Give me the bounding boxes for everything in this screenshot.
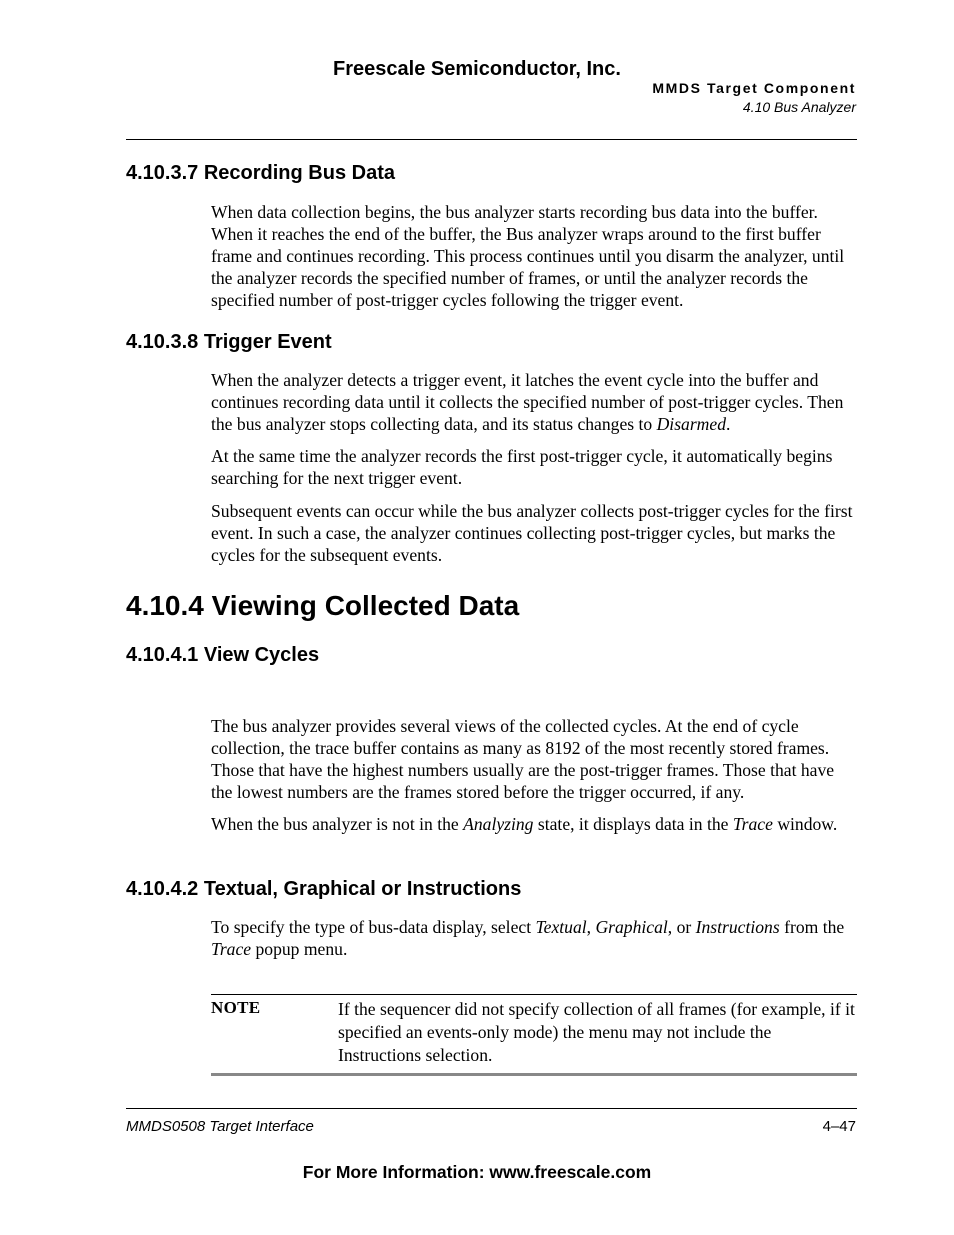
note-text: If the sequencer did not specify collection of all frames (for example, if it specified an events-only mode) the menu may not include the Instructions selection. — [338, 999, 855, 1065]
footer-rule — [126, 1108, 857, 1109]
note-top-rule — [211, 994, 857, 995]
paragraph-trigger-2: At the same time the analyzer records the first post-trigger cycle, it automatically begins searching for the next trigger event. — [211, 446, 833, 488]
paragraph-textual — [211, 916, 857, 960]
text-run: popup menu. — [251, 939, 348, 959]
paragraph-recording: When data collection begins, the bus analyzer starts recording bus data into the buffer. When it reaches the end of the buffer, the Bus analyzer wraps around to the first buffer frame and continues recording. This process continues until you disarm the analyzer, until the analyzer records the specified number of frames, or until the analyzer records the specified number of post-trigger cycles following the trigger event. — [211, 202, 845, 310]
heading-recording-bus-data: 4.10.3.7 Recording Bus Data — [126, 162, 395, 184]
text-run: When the bus analyzer is not in the — [211, 814, 464, 834]
heading-trigger-event: 4.10.3.8 Trigger Event — [126, 331, 332, 353]
text-run: from the — [779, 917, 845, 937]
emphasis-instructions: Instructions — [695, 917, 780, 937]
company-header: Freescale Semiconductor, Inc. — [333, 58, 621, 80]
emphasis-trace: Trace — [732, 814, 773, 834]
text-run: When the analyzer detects a trigger event, it latches the event cycle into the buffer and continues recording data until it collects the specified number of post-trigger cycles. Then the bus analyzer stops collecting data, and its status changes to — [211, 370, 844, 434]
running-header-section: MMDS Target Component — [652, 80, 856, 96]
note-bottom-rule — [211, 1073, 857, 1076]
text-run: . — [726, 414, 731, 434]
header-rule — [126, 139, 857, 140]
emphasis-graphical: Graphical — [595, 917, 668, 937]
paragraph-view-cycles-2 — [211, 813, 857, 835]
running-header-subsection: 4.10 Bus Analyzer — [742, 99, 856, 115]
more-info-footer: For More Information: www.freescale.com — [302, 1162, 652, 1182]
footer-page-number: 4–47 — [822, 1118, 856, 1135]
paragraph-trigger-3: Subsequent events can occur while the bus analyzer collects post-trigger cycles for the first event. In such a case, the analyzer continues collecting post-trigger cycles, but marks the cycles for the subsequent events. — [211, 501, 853, 565]
text-run: window. — [772, 814, 838, 834]
emphasis-analyzing: Analyzing — [463, 814, 534, 834]
text-run: , — [586, 917, 596, 937]
heading-textual-graphical: 4.10.4.2 Textual, Graphical or Instructions — [126, 878, 522, 900]
text-run: To specify the type of bus-data display, select — [211, 917, 536, 937]
heading-viewing-collected-data: 4.10.4 Viewing Collected Data — [126, 590, 520, 621]
emphasis-disarmed: Disarmed — [656, 414, 726, 434]
paragraph-trigger-1 — [211, 369, 857, 435]
text-run: state, it displays data in the — [533, 814, 733, 834]
footer-document-title: MMDS0508 Target Interface — [126, 1118, 314, 1135]
text-run: , or — [667, 917, 696, 937]
emphasis-textual: Textual — [535, 917, 587, 937]
note-label: NOTE — [211, 998, 261, 1017]
heading-view-cycles: 4.10.4.1 View Cycles — [126, 644, 320, 666]
paragraph-view-cycles-1: The bus analyzer provides several views of the collected cycles. At the end of cycle collection, the trace buffer contains as many as 8192 of the most recently stored frames. Those that have the highest numbers usually are the post-trigger frames. Those that have the lowest numbers are the frames stored before the trigger occurred, if any. — [211, 716, 835, 802]
emphasis-trace: Trace — [211, 939, 252, 959]
